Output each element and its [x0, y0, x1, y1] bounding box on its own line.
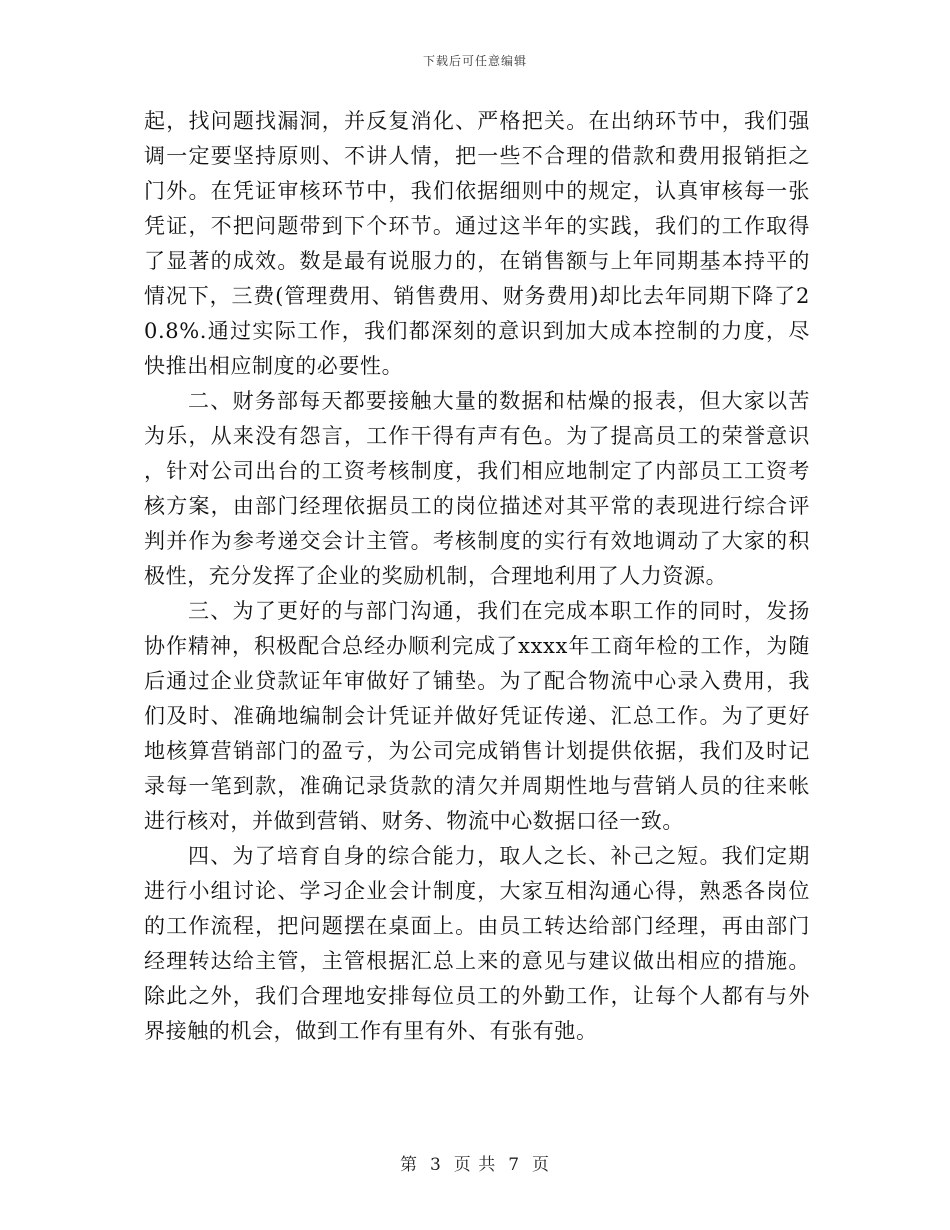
current-page-number: 3: [429, 1155, 442, 1175]
page-header: 下载后可任意编辑: [422, 54, 527, 68]
page-footer: [0, 1150, 950, 1175]
paragraph-1: 起，找问题找漏洞，并反复消化、严格把关。在出纳环节中，我们强调一定要坚持原则、不讲人情，把一些不合理的借款和费用报销拒之门外。在凭证审核环节中，我们依据细则中的规定，认真审核每一张凭证，不把问题带到下个环节。通过这半年的实践，我们的工作取得了显著的成效。数是最有说服力的，在销售额与上年同期基本持平的情况下，三费(管理费用、销售费用、财务费用)却比去年同期下降了20.8%.通过实际工作，我们都深刻的意识到加大成本控制的力度，尽快推出相应制度的必要性。: [144, 109, 810, 378]
footer-middle: 页 共: [453, 1155, 497, 1175]
footer-prefix: 第: [399, 1155, 418, 1175]
total-page-count: 7: [508, 1155, 521, 1175]
paragraph-2: 二、财务部每天都要接触大量的数据和枯燥的报表，但大家以苦为乐，从来没有怨言，工作干得有声有色。为了提高员工的荣誉意识 ，针对公司出台的工资考核制度，我们相应地制定了内部员工工资考核方案，由部门经理依据员工的岗位描述对其平常的表现进行综合评判并作为参考递交会计主管。考核制度的实行有效地调动了大家的积极性，充分发挥了企业的奖励机制，合理地利用了人力资源。: [144, 389, 810, 588]
footer-suffix: 页: [532, 1155, 551, 1175]
document-body: [144, 104, 810, 1049]
paragraph-3: 三、为了更好的与部门沟通，我们在完成本职工作的同时，发扬协作精神，积极配合总经办顺利完成了xxxx年工商年检的工作，为随后通过企业贷款证年审做好了铺垫。为了配合物流中心录入费用，我们及时、准确地编制会计凭证并做好凭证传递、汇总工作。为了更好地核算营销部门的盈亏，为公司完成销售计划提供依据，我们及时记录每一笔到款，准确记录货款的清欠并周期性地与营销人员的往来帐进行核对，并做到营销、财务、物流中心数据口径一致。: [144, 599, 810, 833]
paragraph-4: 四、为了培育自身的综合能力，取人之长、补己之短。我们定期进行小组讨论、学习企业会计制度，大家互相沟通心得，熟悉各岗位的工作流程，把问题摆在桌面上。由员工转达给部门经理，再由部门经理转达给主管，主管根据汇总上来的意见与建议做出相应的措施。除此之外，我们合理地安排每位员工的外勤工作，让每个人都有与外界接触的机会，做到工作有里有外、有张有弛。: [144, 844, 810, 1043]
